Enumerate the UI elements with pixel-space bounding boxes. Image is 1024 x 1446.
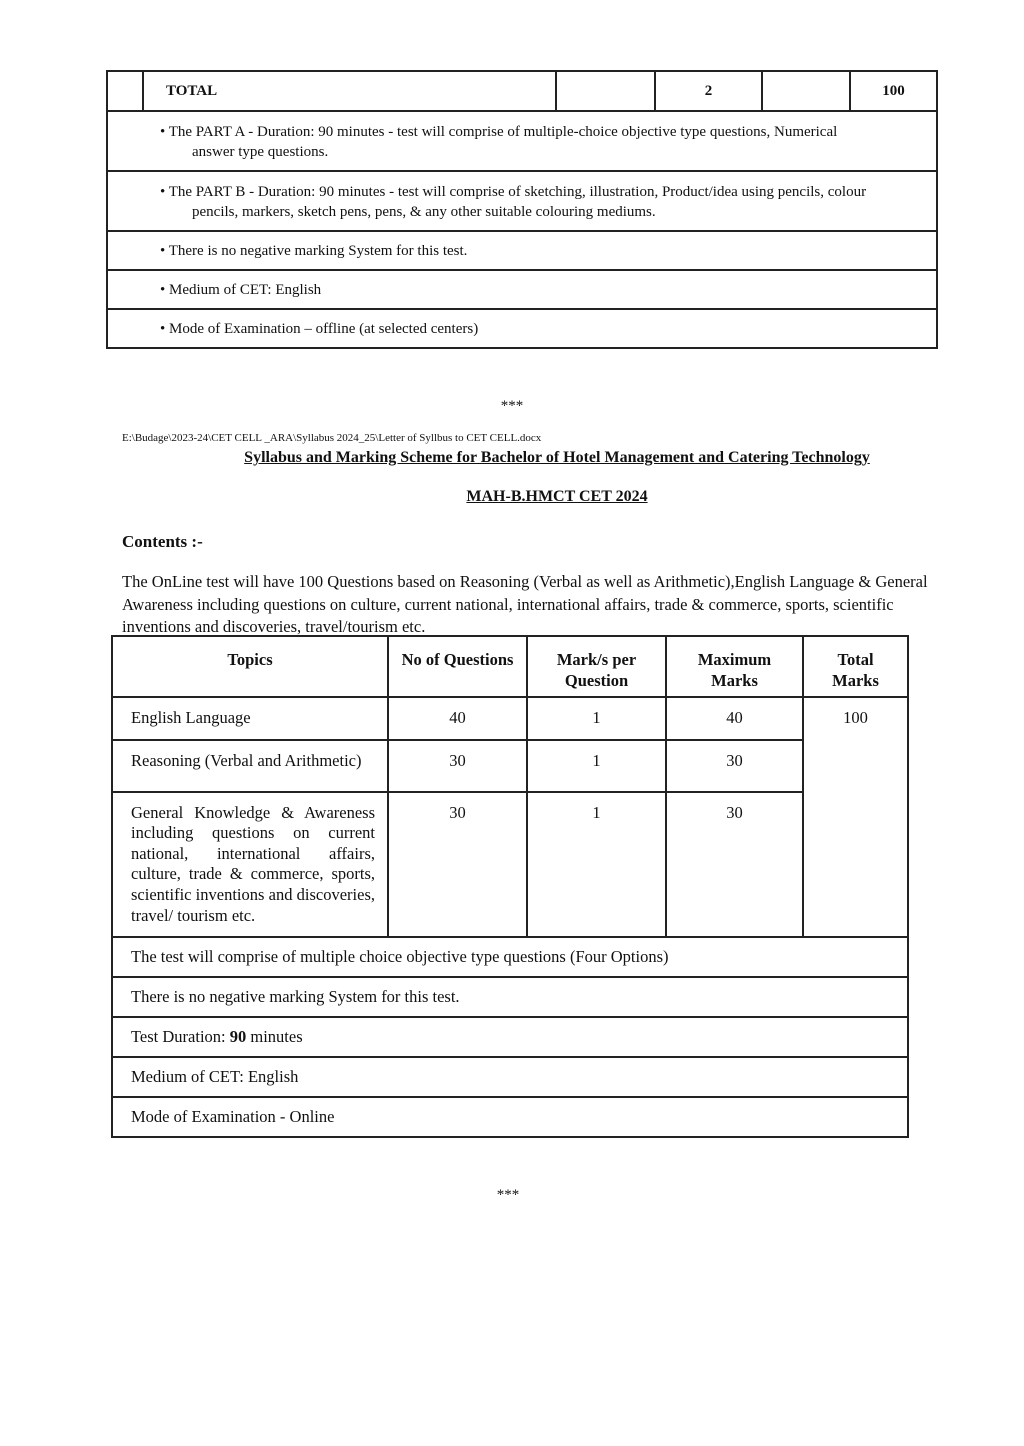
- note-text: • The PART A - Duration: 90 minutes - test will comprise of multiple-choice objective type questions, Numerical: [160, 124, 838, 140]
- total-label: TOTAL: [143, 71, 556, 111]
- note-text-continued: pencils, markers, sketch pens, pens, & any other suitable colouring mediums.: [192, 204, 656, 220]
- note-mode: • Mode of Examination – offline (at selected centers): [107, 309, 937, 348]
- header-text: Total: [837, 650, 874, 669]
- note-text-continued: answer type questions.: [192, 144, 329, 160]
- header-total-marks: [803, 636, 908, 697]
- note-medium: Medium of CET: English: [112, 1057, 908, 1097]
- table-row: [112, 740, 908, 792]
- note-row: [112, 977, 908, 1017]
- note-test-duration: [112, 1017, 908, 1057]
- note-row: [112, 1057, 908, 1097]
- header-text: Maximum: [697, 650, 772, 669]
- duration-suffix: minutes: [246, 1027, 303, 1047]
- note-medium: • Medium of CET: English: [107, 270, 937, 309]
- total-questions: 2: [655, 71, 762, 111]
- blank-cell: [556, 71, 655, 111]
- blank-cell: [107, 71, 143, 111]
- total-marks: 100: [850, 71, 937, 111]
- topic-cell: Reasoning (Verbal and Arithmetic): [112, 740, 388, 792]
- table-header-row: [112, 636, 908, 697]
- exam-summary-table: [106, 70, 938, 349]
- section-separator: ***: [500, 398, 524, 414]
- topic-cell: General Knowledge & Awareness including questions on current national, international affairs, culture, trade & commerce, sports, scientific inventions and discoveries, travel/ tourism etc.: [112, 792, 388, 938]
- header-text: Mark/s per: [556, 650, 637, 669]
- note-row: [112, 937, 908, 977]
- note-part-b: [107, 171, 937, 231]
- max-marks-cell: 40: [666, 697, 803, 740]
- max-marks-cell: 30: [666, 792, 803, 938]
- marks-per-cell: 1: [527, 740, 666, 792]
- file-path: E:\Budage\2023-24\CET CELL _ARA\Syllabus 2024_25\Letter of Syllbus to CET CELL.docx: [122, 432, 542, 444]
- note-text: • The PART B - Duration: 90 minutes - test will comprise of sketching, illustration, Product/idea using pencils, colour: [160, 184, 867, 200]
- note-negative-marking: There is no negative marking System for this test.: [112, 977, 908, 1017]
- duration-value: 90: [229, 1027, 247, 1047]
- header-no-of-questions: No of Questions: [388, 636, 527, 697]
- note-row: [107, 171, 937, 231]
- table-row: [112, 792, 908, 938]
- marks-per-cell: 1: [527, 697, 666, 740]
- total-marks-cell: 100: [803, 697, 908, 937]
- header-marks-per-question: [527, 636, 666, 697]
- header-text: Marks: [711, 671, 758, 690]
- note-row: [107, 270, 937, 309]
- contents-label: Contents :-: [122, 532, 203, 551]
- topic-cell: English Language: [112, 697, 388, 740]
- header-text: Question: [564, 671, 629, 690]
- questions-cell: 30: [388, 740, 527, 792]
- note-question-type: The test will comprise of multiple choice objective type questions (Four Options): [112, 937, 908, 977]
- note-row: [112, 1097, 908, 1137]
- questions-cell: 30: [388, 792, 527, 938]
- page-title: Syllabus and Marking Scheme for Bachelor of Hotel Management and Catering Technology: [244, 449, 870, 466]
- note-row: [107, 111, 937, 171]
- marking-scheme-table: [111, 635, 909, 1138]
- total-row: [107, 71, 937, 111]
- section-separator: ***: [496, 1187, 520, 1203]
- intro-paragraph: The OnLine test will have 100 Questions based on Reasoning (Verbal as well as Arithmetic),English Language & General Awareness including questions on culture, current national, international affairs, trade & commerce, sports, scientific inventions and discoveries, travel/tourism etc.: [122, 572, 928, 636]
- note-row: [112, 1017, 908, 1057]
- table-row: [112, 697, 908, 740]
- duration-prefix: Test Duration:: [131, 1027, 230, 1047]
- note-row: [107, 231, 937, 270]
- questions-cell: 40: [388, 697, 527, 740]
- header-text: Marks: [832, 671, 879, 690]
- blank-cell: [762, 71, 850, 111]
- page-subtitle: MAH-B.HMCT CET 2024: [466, 488, 648, 505]
- header-maximum-marks: [666, 636, 803, 697]
- marks-per-cell: 1: [527, 792, 666, 938]
- note-row: [107, 309, 937, 348]
- max-marks-cell: 30: [666, 740, 803, 792]
- note-part-a: [107, 111, 937, 171]
- header-topics: Topics: [112, 636, 388, 697]
- note-negative-marking: • There is no negative marking System for this test.: [107, 231, 937, 270]
- note-mode: Mode of Examination - Online: [112, 1097, 908, 1137]
